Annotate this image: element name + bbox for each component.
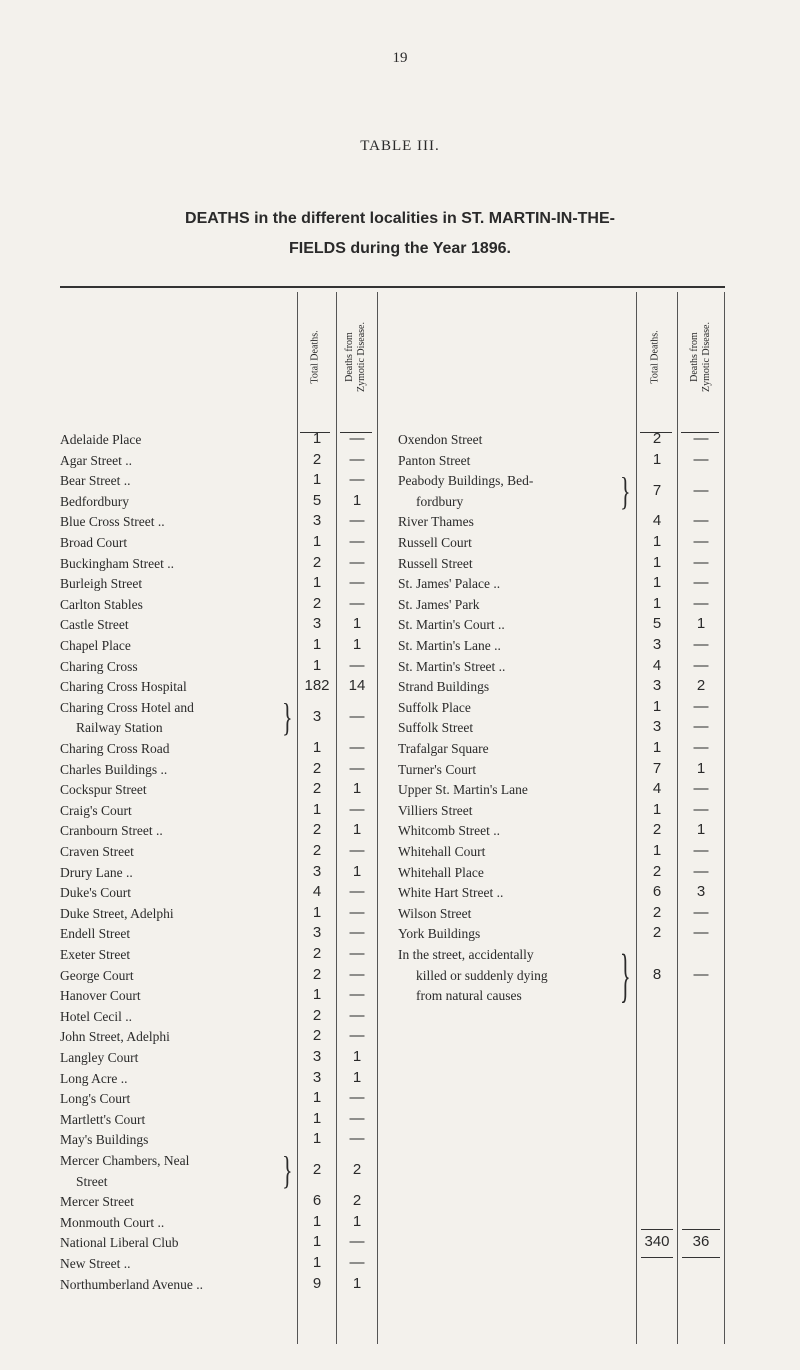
left-row-total: 5 [312, 491, 322, 509]
left-row-zymotic: — [349, 739, 365, 756]
left-total-header-text: Total Deaths. [310, 330, 321, 384]
right-row-total: 3 [652, 677, 662, 695]
left-zymotic-header [336, 292, 376, 422]
right-row-total: 1 [652, 697, 662, 715]
right-row-name: Oxendon Street [398, 432, 483, 447]
left-row-name: National Liberal Club [60, 1235, 179, 1251]
right-row-name: St. James' Palace .. [398, 576, 501, 592]
left-row-name: Long Acre .. [60, 1070, 128, 1086]
left-row-name: Bear Street .. [60, 473, 131, 489]
right-row-name-cont: killed or suddenly dying [416, 967, 548, 983]
left-row-name: Castle Street [60, 617, 129, 633]
right-row-name: Russell Street [398, 555, 473, 571]
left-row-total: 182 [304, 677, 330, 695]
left-row-name: Mercer Chambers, Neal [60, 1153, 190, 1168]
right-row-name: Villiers Street [398, 802, 473, 818]
right-row-total: 4 [652, 780, 662, 798]
left-row-zymotic: — [349, 965, 365, 983]
left-row-total: 1 [312, 1212, 322, 1230]
right-row-total: 8 [652, 965, 662, 983]
left-row-zymotic: 2 [352, 1161, 362, 1179]
left-row-zymotic: — [349, 708, 365, 726]
right-row-total: 5 [652, 615, 662, 633]
left-row-zymotic: — [349, 1130, 365, 1148]
right-row-name: Panton Street [398, 452, 471, 468]
right-row-name: Whitehall Court [398, 844, 486, 859]
right-row-zymotic: 1 [696, 759, 706, 777]
grand-total-deaths: 340 [644, 1233, 670, 1251]
left-row-name: Monmouth Court .. [60, 1214, 165, 1230]
right-total-header [636, 292, 676, 422]
right-row-zymotic: 3 [696, 883, 706, 901]
left-row-name-cont: Street [76, 1173, 108, 1189]
left-row-name: Cockspur Street [60, 782, 147, 798]
left-row-zymotic: — [349, 924, 365, 942]
left-row-total: 2 [312, 553, 322, 571]
left-row-name: Mercer Street [60, 1194, 134, 1210]
right-row-name: Whitcomb Street .. [398, 823, 500, 839]
right-row-name: St. Martin's Street .. [398, 658, 506, 674]
left-row-zymotic: 1 [352, 1274, 362, 1292]
right-row-total: 1 [652, 450, 662, 468]
totals-rule [682, 1229, 720, 1230]
left-row-zymotic: — [349, 533, 365, 550]
left-row-name: Langley Court [60, 1050, 139, 1065]
right-row-zymotic: — [693, 656, 709, 674]
left-row-zymotic: — [349, 800, 365, 818]
left-row-zymotic: — [349, 430, 365, 447]
left-row-total: 3 [312, 1048, 322, 1065]
right-row-brace: } [620, 468, 631, 514]
left-row-name: John Street, Adelphi [60, 1029, 170, 1045]
right-row-total: 2 [652, 924, 662, 942]
left-row-zymotic: — [349, 1006, 365, 1024]
table-title: TABLE III. [360, 138, 440, 154]
right-row-total: 1 [652, 574, 662, 592]
left-row-name: Endell Street [60, 926, 131, 942]
left-row-name: Charing Cross [60, 658, 138, 674]
right-row-total: 1 [652, 800, 662, 818]
left-row-total: 2 [312, 594, 322, 612]
left-row-zymotic: — [349, 842, 365, 859]
left-row-name: Charles Buildings .. [60, 761, 168, 777]
left-row-zymotic: — [349, 883, 365, 901]
right-row-name: York Buildings [398, 926, 481, 942]
right-row-total: 4 [652, 512, 662, 530]
left-row-zymotic: 1 [352, 615, 362, 633]
right-row-name: St. Martin's Lane .. [398, 638, 501, 653]
left-row-name: Bedfordbury [60, 493, 129, 509]
right-row-zymotic: — [693, 842, 709, 859]
left-total-header [298, 292, 334, 422]
column-rule [724, 292, 725, 1344]
left-row-zymotic: 1 [352, 636, 362, 653]
right-row-total: 2 [652, 821, 662, 839]
left-row-zymotic: — [349, 512, 365, 530]
left-row-name: Buckingham Street .. [60, 555, 174, 571]
left-row-zymotic: — [349, 594, 365, 612]
right-row-name: Upper St. Martin's Lane [398, 782, 528, 798]
right-row-zymotic: — [693, 574, 709, 592]
left-row-total: 2 [312, 945, 322, 962]
left-row-total: 1 [312, 430, 322, 447]
left-row-total: 2 [312, 821, 322, 839]
right-row-total: 4 [652, 656, 662, 674]
left-row-zymotic: — [349, 1254, 365, 1271]
right-row-zymotic: — [693, 924, 709, 942]
left-zymotic-header-text [344, 322, 368, 392]
left-row-name: Burleigh Street [60, 576, 143, 592]
right-zymotic-header [678, 292, 724, 422]
right-row-zymotic: — [693, 780, 709, 798]
left-row-total: 2 [312, 1161, 322, 1179]
left-row-total: 1 [312, 471, 322, 489]
right-row-name: Suffolk Street [398, 720, 474, 736]
left-row-zymotic: 14 [348, 677, 366, 695]
right-row-name: In the street, accidentally [398, 947, 534, 962]
left-row-total: 3 [312, 708, 322, 726]
right-row-name: Trafalgar Square [398, 741, 489, 756]
page-number: 19 [392, 50, 408, 66]
left-row-name: Chapel Place [60, 638, 131, 653]
right-row-name: White Hart Street .. [398, 885, 504, 901]
left-row-name-cont: Railway Station [76, 720, 163, 736]
right-zymotic-header-text [689, 322, 713, 392]
left-row-total: 3 [312, 862, 322, 880]
left-row-zymotic: — [349, 759, 365, 777]
left-row-total: 1 [312, 800, 322, 818]
left-row-zymotic: 1 [352, 821, 362, 839]
left-row-total: 1 [312, 739, 322, 756]
left-row-name: Agar Street .. [60, 452, 132, 468]
heading-line-2: FIELDS during the Year 1896. [289, 240, 511, 257]
left-row-name: New Street .. [60, 1256, 131, 1271]
left-row-total: 1 [312, 656, 322, 674]
left-row-zymotic: 1 [352, 1048, 362, 1065]
left-row-name: Hotel Cecil .. [60, 1008, 132, 1024]
right-row-zymotic: — [693, 965, 709, 983]
grand-total-zymotic: 36 [692, 1233, 710, 1251]
left-row-name: George Court [60, 967, 134, 983]
left-row-total: 2 [312, 450, 322, 468]
left-row-name: Drury Lane .. [60, 864, 133, 880]
right-row-name-cont: from natural causes [416, 988, 522, 1004]
left-row-name: Blue Cross Street .. [60, 514, 165, 530]
left-row-total: 1 [312, 1130, 322, 1148]
left-row-name: Cranbourn Street .. [60, 823, 163, 839]
left-row-name: Exeter Street [60, 947, 131, 962]
column-rule [377, 292, 378, 1344]
right-row-total: 3 [652, 636, 662, 653]
right-row-name: St. Martin's Court .. [398, 617, 505, 633]
left-row-zymotic: — [349, 986, 365, 1004]
left-row-total: 9 [312, 1274, 322, 1292]
right-row-total: 6 [652, 883, 662, 901]
left-row-zymotic: — [349, 574, 365, 592]
left-row-name: Charing Cross Hospital [60, 679, 187, 695]
left-row-name: Hanover Court [60, 988, 141, 1004]
right-row-name: Whitehall Place [398, 864, 484, 880]
right-row-zymotic: — [693, 697, 709, 715]
left-row-zymotic: — [349, 471, 365, 489]
left-row-zymotic: 1 [352, 780, 362, 798]
right-row-zymotic: — [693, 594, 709, 612]
left-row-zymotic: — [349, 450, 365, 468]
left-row-zymotic: 2 [352, 1192, 362, 1210]
left-row-name: Duke's Court [60, 885, 132, 901]
left-row-total: 1 [312, 1233, 322, 1251]
right-row-name: Russell Court [398, 535, 472, 550]
left-row-zymotic: — [349, 1027, 365, 1045]
left-row-total: 3 [312, 615, 322, 633]
right-row-name: River Thames [398, 514, 474, 530]
left-row-brace: } [282, 1147, 293, 1193]
right-row-zymotic: — [693, 739, 709, 756]
left-row-total: 1 [312, 533, 322, 550]
heading-line-1: DEATHS in the different localities in ST. MARTIN-IN-THE- [185, 210, 615, 227]
left-row-zymotic: — [349, 1089, 365, 1107]
left-row-total: 2 [312, 1027, 322, 1045]
left-row-total: 4 [312, 883, 322, 901]
right-row-zymotic: — [693, 636, 709, 653]
left-row-name: Adelaide Place [60, 432, 142, 447]
right-row-zymotic: — [693, 512, 709, 530]
left-row-total: 1 [312, 574, 322, 592]
left-row-total: 1 [312, 1089, 322, 1107]
right-row-total: 3 [652, 718, 662, 736]
right-row-zymotic: 1 [696, 615, 706, 633]
left-row-total: 3 [312, 924, 322, 942]
right-row-name: Suffolk Place [398, 699, 471, 715]
left-row-name: Carlton Stables [60, 596, 143, 612]
right-row-name: Strand Buildings [398, 679, 490, 695]
left-row-zymotic: — [349, 945, 365, 962]
right-row-name-cont: fordbury [416, 493, 464, 509]
left-row-zymotic: 1 [352, 1068, 362, 1086]
left-row-total: 1 [312, 1109, 322, 1127]
left-row-total: 2 [312, 842, 322, 859]
left-row-total: 6 [312, 1192, 322, 1210]
left-row-name: May's Buildings [60, 1132, 149, 1148]
left-row-brace: } [282, 694, 293, 740]
left-row-total: 2 [312, 759, 322, 777]
right-row-total: 1 [652, 553, 662, 571]
left-row-zymotic: — [349, 656, 365, 674]
left-row-total: 1 [312, 1254, 322, 1271]
left-row-name: Charing Cross Road [60, 741, 170, 756]
left-row-zymotic: — [349, 903, 365, 921]
right-row-name: St. James' Park [398, 596, 480, 612]
right-total-header-text: Total Deaths. [650, 330, 661, 384]
right-row-name: Turner's Court [398, 761, 477, 777]
right-row-total: 2 [652, 430, 662, 447]
totals-rule [641, 1229, 673, 1230]
left-row-name: Long's Court [60, 1091, 131, 1107]
left-row-zymotic: — [349, 1109, 365, 1127]
right-row-name: Wilson Street [398, 905, 472, 921]
left-row-name: Craig's Court [60, 802, 132, 818]
left-row-total: 3 [312, 512, 322, 530]
right-row-brace: } [620, 940, 631, 1008]
left-row-zymotic: — [349, 553, 365, 571]
right-row-zymotic: — [693, 533, 709, 550]
left-row-zymotic: 1 [352, 1212, 362, 1230]
right-row-total: 2 [652, 862, 662, 880]
right-row-zymotic: — [693, 718, 709, 736]
right-row-total: 1 [652, 594, 662, 612]
left-row-total: 2 [312, 780, 322, 798]
right-row-zymotic: — [693, 450, 709, 468]
left-row-total: 2 [312, 965, 322, 983]
right-row-total: 1 [652, 739, 662, 756]
right-row-zymotic: — [693, 430, 709, 447]
left-row-total: 3 [312, 1068, 322, 1086]
left-zymotic-line-2: Zymotic Disease. [356, 322, 368, 392]
left-row-total: 1 [312, 636, 322, 653]
left-row-total: 1 [312, 986, 322, 1004]
table-heading [80, 204, 720, 264]
totals-rule [682, 1257, 720, 1258]
right-row-total: 7 [652, 759, 662, 777]
left-row-total: 2 [312, 1006, 322, 1024]
left-row-zymotic: 1 [352, 862, 362, 880]
right-row-zymotic: — [693, 903, 709, 921]
right-zymotic-line-2: Zymotic Disease. [701, 322, 713, 392]
right-row-zymotic: — [693, 481, 709, 499]
right-row-zymotic: — [693, 553, 709, 571]
right-row-total: 1 [652, 842, 662, 859]
right-zymotic-line-1: Deaths from [689, 332, 701, 382]
right-row-zymotic: — [693, 800, 709, 818]
right-row-zymotic: 2 [696, 677, 706, 695]
left-zymotic-line-1: Deaths from [344, 332, 356, 382]
right-row-total: 2 [652, 903, 662, 921]
top-rule [60, 286, 725, 288]
right-row-name: Peabody Buildings, Bed- [398, 473, 534, 489]
left-row-total: 1 [312, 903, 322, 921]
left-row-name: Broad Court [60, 535, 128, 550]
left-row-zymotic: 1 [352, 491, 362, 509]
right-row-total: 1 [652, 533, 662, 550]
left-row-name: Northumberland Avenue .. [60, 1276, 203, 1292]
totals-rule [641, 1257, 673, 1258]
right-row-zymotic: 1 [696, 821, 706, 839]
left-row-name: Charing Cross Hotel and [60, 699, 194, 715]
right-row-total: 7 [652, 481, 662, 499]
left-row-name: Duke Street, Adelphi [60, 905, 174, 921]
left-row-name: Martlett's Court [60, 1111, 146, 1127]
left-row-name: Craven Street [60, 844, 134, 859]
right-row-zymotic: — [693, 862, 709, 880]
left-row-zymotic: — [349, 1233, 365, 1251]
